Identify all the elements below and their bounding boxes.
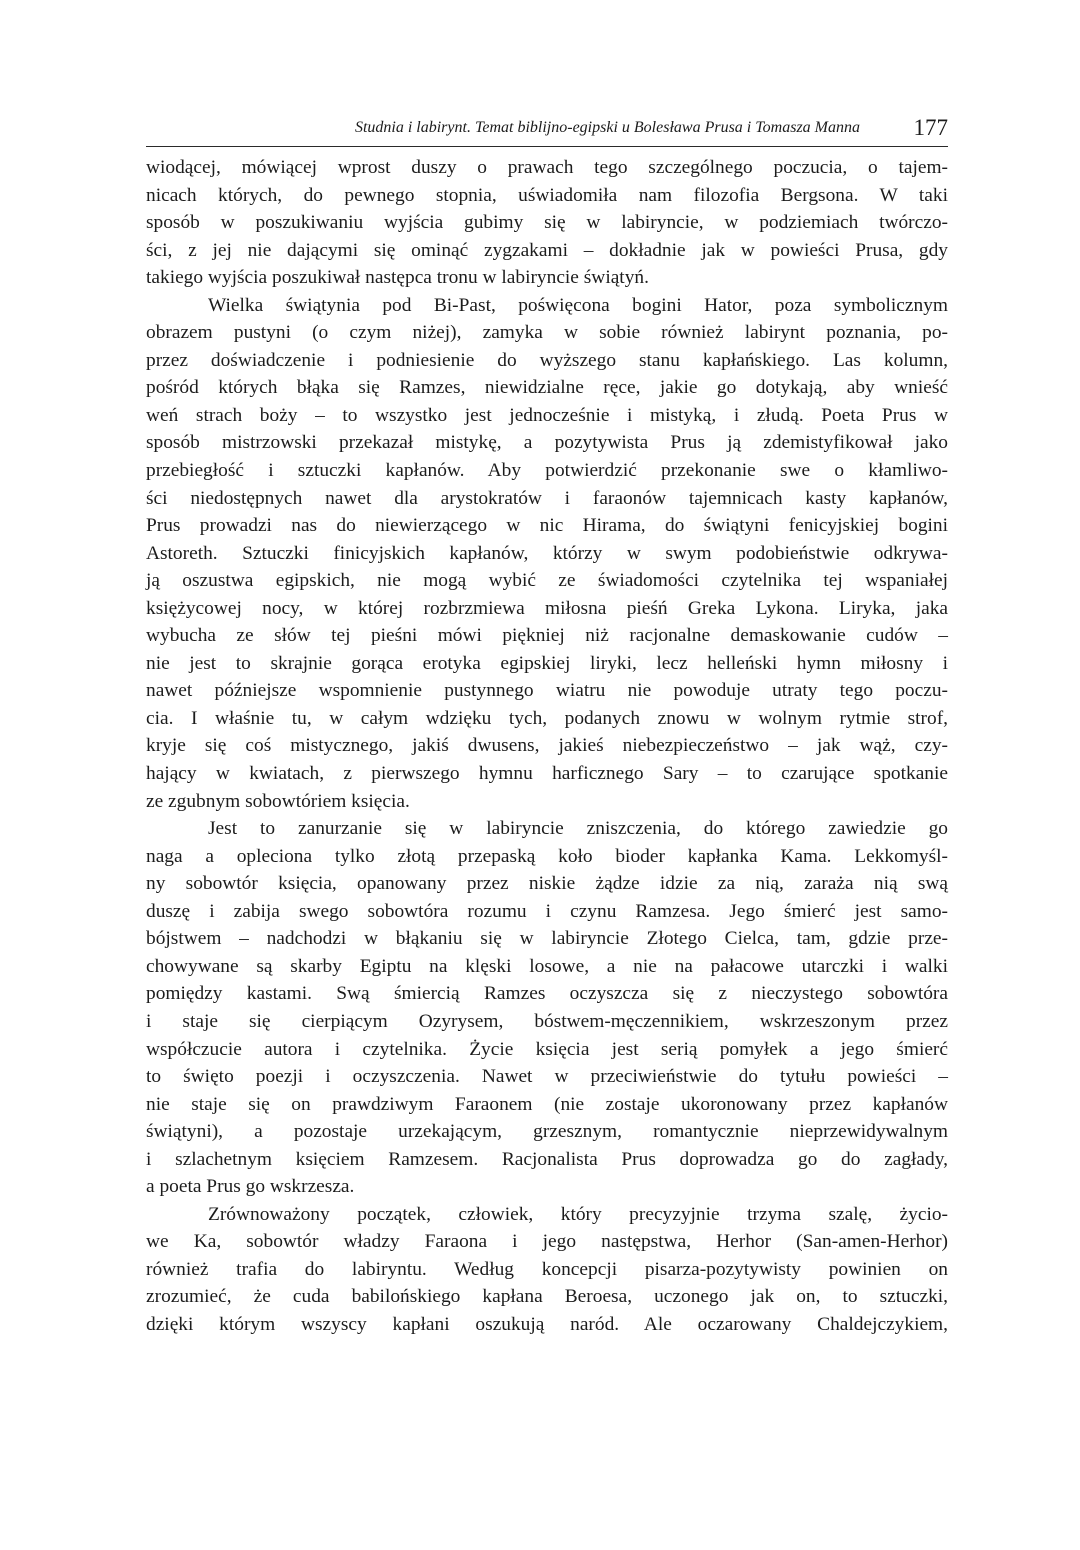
running-header-title: Studnia i labirynt. Temat biblijno-egipski u Bolesława Prusa i Tomasza Manna [354,119,860,136]
text-line: obrazem pustyni (o czym niżej), zamyka w sobie również labirynt poznania, po- [146,322,948,344]
text-line: sposób mistrzowski przekazał mistykę, a pozytywista Prus ją zdemistyfikował jako [146,432,948,454]
text-line: przebiegłość i sztuczki kapłanów. Aby potwierdzić przekonanie swe o kłamliwo- [146,460,948,482]
text-line: wiodącej, mówiącej wprost duszy o prawach tego szczególnego poczucia, o tajem- [146,157,948,178]
text-line: Jest to zanurzanie się w labiryncie zniszczenia, do którego zawiedzie go [208,818,948,840]
text-line: ny sobowtór księcia, opanowany przez niskie żądze idzie za nią, zaraża nią swą [146,873,948,895]
paragraph [146,815,948,1201]
text-line: Wielka świątynia pod Bi-Past, poświęcona bogini Hator, poza symbolicznym [208,294,948,316]
text-line: pomiędzy kastami. Swą śmiercią Ramzes oczyszcza się z nieczystego sobowtóra [146,983,948,1005]
text-line: chowywane są skarby Egiptu na klęski losowe, a nie na pałacowe utarczki i walki [146,955,948,977]
body-text [146,154,948,1339]
text-line: to święto poezji i oczyszczenia. Nawet w przeciwieństwie do tytułu powieści – [146,1066,948,1088]
text-line: Zrównoważony początek, człowiek, który precyzyjnie trzyma szalę, życio- [208,1203,948,1225]
text-line: i szlachetnym księciem Ramzesem. Racjonalista Prus doprowadza go do zagłady, [146,1148,948,1170]
text-line: sposób w poszukiwaniu wyjścia gubimy się w labiryncie, w podziemiach twórczo- [146,212,948,234]
text-line: ją oszustwa egipskich, nie mogą wybić ze świadomości czytelnika tej wspaniałej [146,570,948,592]
running-header [146,112,948,147]
text-line: współczucie autora i czytelnika. Życie księcia jest serią pomyłek a jego śmierć [146,1038,948,1060]
text-line: ści, z jej nie dającymi się ominąć zygzakami – dokładnie jak w powieści Prusa, gdy [146,239,948,261]
text-line: nie staje się on prawdziwym Faraonem (nie zostaje ukoronowany przez kapłanów [146,1093,948,1115]
text-line: hający w kwiatach, z pierwszego hymnu harficznego Sary – to czarujące spotkanie [146,763,948,785]
paragraph [146,292,948,815]
text-line: naga a opleciona tylko złotą przepaską koło bioder kapłanka Kama. Lekkomyśl- [146,845,948,867]
text-line: ze zgubnym sobowtóriem księcia. [146,790,410,812]
text-line: dzięki którym wszyscy kapłani oszukują naród. Ale oczarowany Chaldejczykiem, [146,1313,948,1335]
text-line: cia. I właśnie tu, w całym wdzięku tych, podanych znowu w wolnym rytmie strof, [146,707,948,729]
text-line: nawet późniejsze wspomnienie pustynnego wiatru nie powoduje utraty tego poczu- [146,680,948,702]
text-line: przez doświadczenie i podniesienie do wyższego stanu kapłańskiego. Las kolumn, [146,349,948,371]
text-line: duszę i zabija swego sobowtóra rozumu i czynu Ramzesa. Jego śmierć jest samo- [146,900,948,922]
text-line: pośród których błąka się Ramzes, niewidzialne ręce, jakie go dotykają, aby wnieść [146,377,948,399]
text-line: a poeta Prus go wskrzesza. [146,1176,355,1198]
text-line: wybucha ze słów tej pieśni mówi piękniej niż racjonalne demaskowanie cudów – [146,625,948,647]
text-line: zrozumieć, że cuda babilońskiego kapłana Beroesa, uczonego jak on, to sztuczki, [146,1286,948,1308]
text-line: takiego wyjścia poszukiwał następca tronu w labiryncie świątyń. [146,267,649,289]
paragraph [146,154,948,292]
text-line: świątyni), a pozostaje urzekającym, grzesznym, romantycznie nieprzewidywalnym [146,1121,948,1143]
text-line: ści niedostępnych nawet dla arystokratów i faraonów tajemnicach kasty kapłanów, [146,487,948,509]
text-line: również trafia do labiryntu. Według koncepcji pisarza-pozytywisty powinien on [146,1258,948,1280]
text-line: weń strach boży – to wszystko jest jednocześnie i mistyką, i złudą. Poeta Prus w [146,404,948,426]
text-line: księżycowej nocy, w której rozbrzmiewa miłosna pieśń Greka Lykona. Liryka, jaka [146,597,948,619]
text-line: nie jest to skrajnie gorąca erotyka egipskiej liryki, lecz helleński hymn miłosny i [146,652,948,674]
paragraph [146,1201,948,1339]
page-number: 177 [913,115,948,140]
text-line: i staje się cierpiącym Ozyrysem, bóstwem-męczennikiem, wskrzeszonym przez [146,1010,948,1032]
text-line: kryje się coś mistycznego, jakiś dwusens, jakieś niebezpieczeństwo – jak wąż, czy- [146,735,948,757]
text-line: we Ka, sobowtór władzy Faraona i jego następstwa, Herhor (San-amen-Herhor) [146,1231,948,1253]
text-line: bójstwem – nadchodzi w błąkaniu się w labiryncie Złotego Cielca, tam, gdzie prze- [146,928,948,950]
text-line: Astoreth. Sztuczki finicyjskich kapłanów, którzy w swym podobieństwie odkrywa- [146,542,948,564]
text-line: nicach których, do pewnego stopnia, uświadomiła nam filozofia Bergsona. W taki [146,184,948,206]
text-line: Prus prowadzi nas do niewierzącego w nic Hirama, do świątyni fenicyjskiej bogini [146,515,948,537]
